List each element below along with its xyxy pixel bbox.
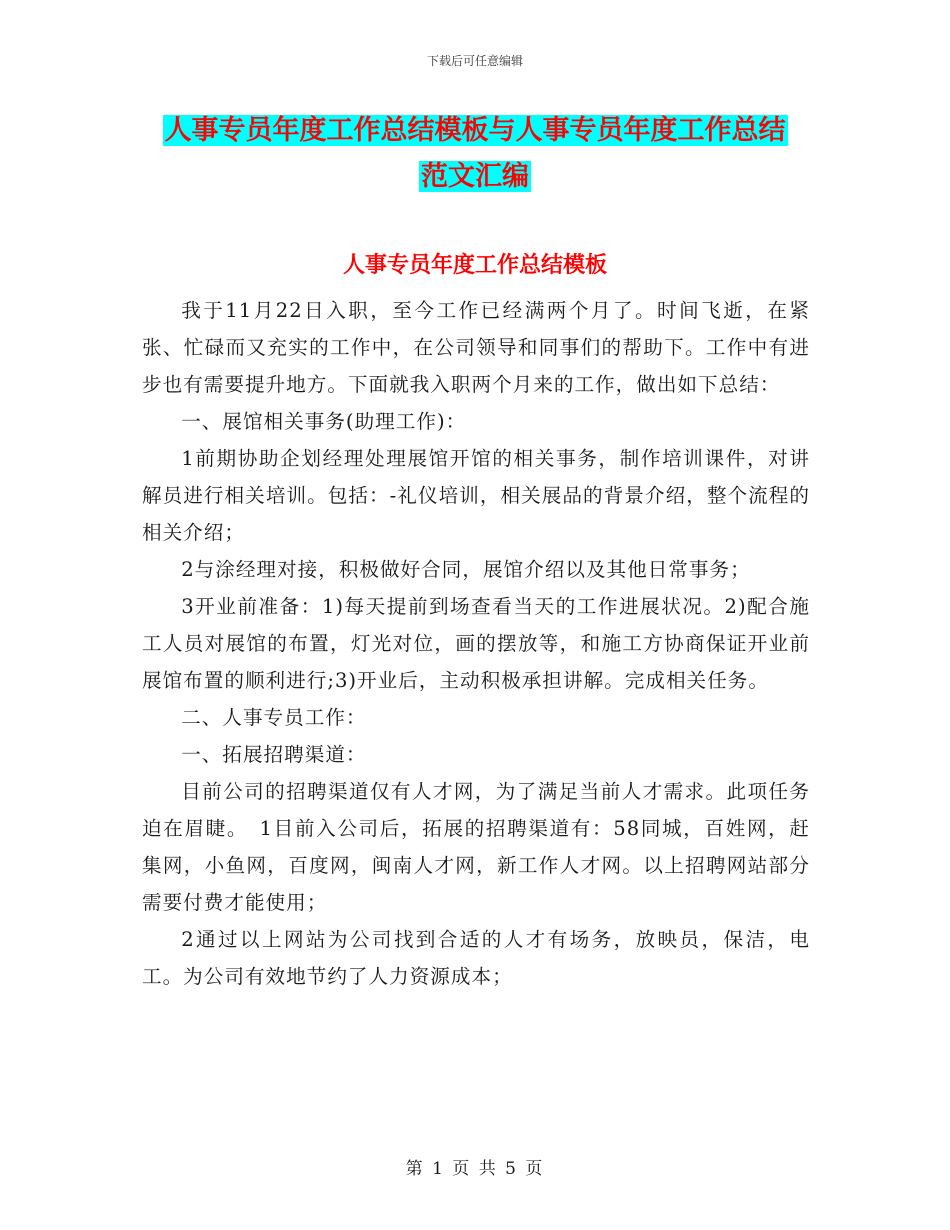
paragraph: 二、人事专员工作： [181,706,367,729]
paragraph: 1前期协助企划经理处理展馆开馆的相关事务，制作培训课件，对讲解员进行相关培训。包括：-礼仪培训，相关展品的背景介绍，整个流程的相关介绍； [142,447,810,544]
document-title [0,108,950,200]
document-body [142,292,810,995]
paragraph: 3开业前准备：1)每天提前到场查看当天的工作进展状况。2)配合施工人员对展馆的布置，灯光对位，画的摆放等，和施工方协商保证开业前展馆布置的顺利进行;3)开业后，主动积极承担讲解。完成相关任务。 [142,595,810,692]
paragraph: 一、展馆相关事务(助理工作)： [181,410,467,433]
paragraph: 目前公司的招聘渠道仅有人才网，为了满足当前人才需求。此项任务迫在眉睫。 1目前入公司后，拓展的招聘渠道有：58同城，百姓网，赶集网，小鱼网，百度网，闽南人才网，新工作人才网。以上招聘网站部分需要付费才能使用； [142,780,810,914]
page-footer: 第 1 页 共 5 页 [405,1159,545,1179]
paragraph: 我于11月22日入职，至今工作已经满两个月了。时间飞逝，在紧张、忙碌而又充实的工作中，在公司领导和同事们的帮助下。工作中有进步也有需要提升地方。下面就我入职两个月来的工作，做出如下总结： [142,299,810,396]
paragraph: 2通过以上网站为公司找到合适的人才有场务，放映员，保洁，电工。为公司有效地节约了人力资源成本； [142,928,810,988]
paragraph: 一、拓展招聘渠道： [181,743,367,766]
paragraph: 2与涂经理对接，积极做好合同，展馆介绍以及其他日常事务； [181,558,751,581]
title-line-2: 范文汇编 [421,161,529,192]
header-note: 下载后可任意编辑 [426,54,523,68]
section-title: 人事专员年度工作总结模板 [342,253,607,278]
title-line-1: 人事专员年度工作总结模板与人事专员年度工作总结 [164,115,786,146]
